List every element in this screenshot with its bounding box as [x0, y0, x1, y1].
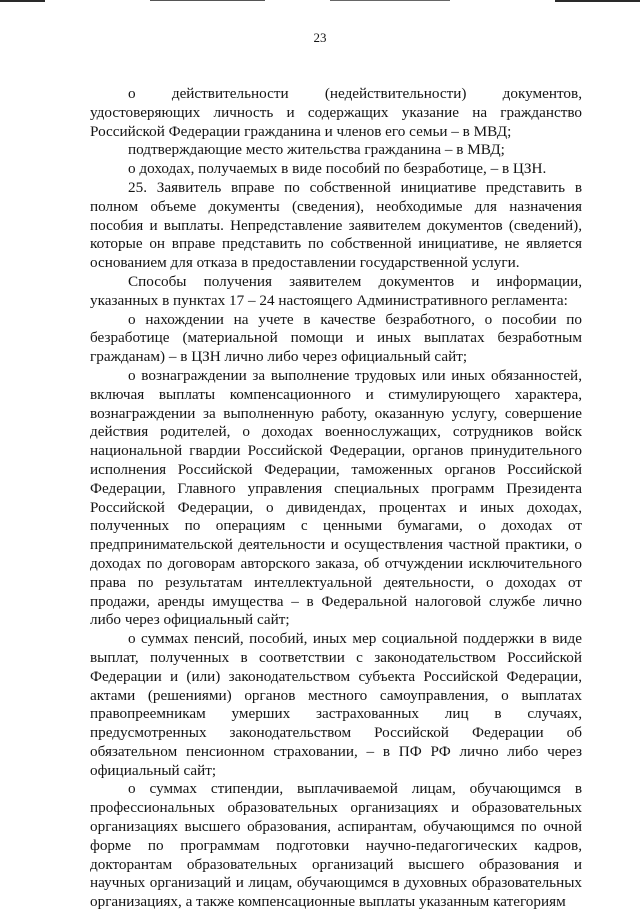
scan-edge-mark: [330, 0, 450, 1]
page-number: 23: [313, 30, 327, 45]
paragraph: о суммах пенсий, пособий, иных мер социальной поддержки в виде выплат, полученных в соответствии с законодательством Российской Федерации и (или) законодательством субъекта Российской Федерации, актами (решениями) органов местного самоуправления, о выплатах правопреемникам умерших застрахованных лиц в случаях, предусмотренных законодательством Российской Федерации об обязательном пенсионном страховании, – в ПФ РФ лично либо через официальный сайт;: [90, 630, 582, 779]
paragraph: подтверждающие место жительства гражданина – в МВД;: [128, 141, 505, 159]
paragraph: о доходах, получаемых в виде пособий по безработице, – в ЦЗН.: [128, 160, 547, 178]
paragraph: о суммах стипендии, выплачиваемой лицам, обучающимся в профессиональных образовательных организациях и образовательных организациях высшего образования, аспирантам, обучающимся по очной форме по программам подготовки научно-педагогических кадров, докторантам образовательных организаций высшего образования и научных организаций и лицам, обучающимся в духовных образовательных организациях, а также компенсационные выплаты указанным категориям: [90, 780, 582, 911]
paragraph: 25. Заявитель вправе по собственной инициативе представить в полном объеме документы (сведения), необходимые для назначения пособия и выплаты. Непредставление заявителем документов (сведений), которые он вправе представить по собственной инициативе, не является основанием для отказа в предоставлении государственной услуги.: [90, 178, 582, 272]
paragraph: о действительности (недействительности) документов, удостоверяющих личность и содержащих указание на гражданство Российской Федерации гражданина и членов его семьи – в МВД;: [90, 85, 582, 140]
paragraph: о нахождении на учете в качестве безработного, о пособии по безработице (материальной помощи и иных выплатах безработным гражданам) – в ЦЗН лично либо через официальный сайт;: [90, 310, 582, 366]
scan-edge-mark: [150, 0, 265, 1]
paragraph: Способы получения заявителем документов и информации, указанных в пунктах 17 – 24 настоящего Административного регламента:: [90, 272, 582, 309]
paragraph: о вознаграждении за выполнение трудовых или иных обязанностей, включая выплаты компенсационного и стимулирующего характера, вознаграждении за выполненную работу, оказанную услугу, совершение действия родителей, о доходах военнослужащих, сотрудников войск национальной гвардии Российской Федерации, органов принудительного исполнения Российской Федерации, таможенных органов Российской Федерации, Главного управления специальных программ Президента Российской Федерации, о дивидендах, процентах и иных доходах, полученных по операциям с ценными бумагами, о доходах от предпринимательской деятельности и осуществления частной практики, о доходах по договорам авторского заказа, об отчуждении исключительного права по результатам интеллектуальной деятельности, о доходах от продажи, аренды имущества – в Федеральной налоговой службе лично либо через официальный сайт;: [90, 366, 582, 629]
scan-edge-mark: [0, 0, 45, 2]
scan-edge-mark: [555, 0, 640, 2]
document-body: [90, 85, 582, 912]
